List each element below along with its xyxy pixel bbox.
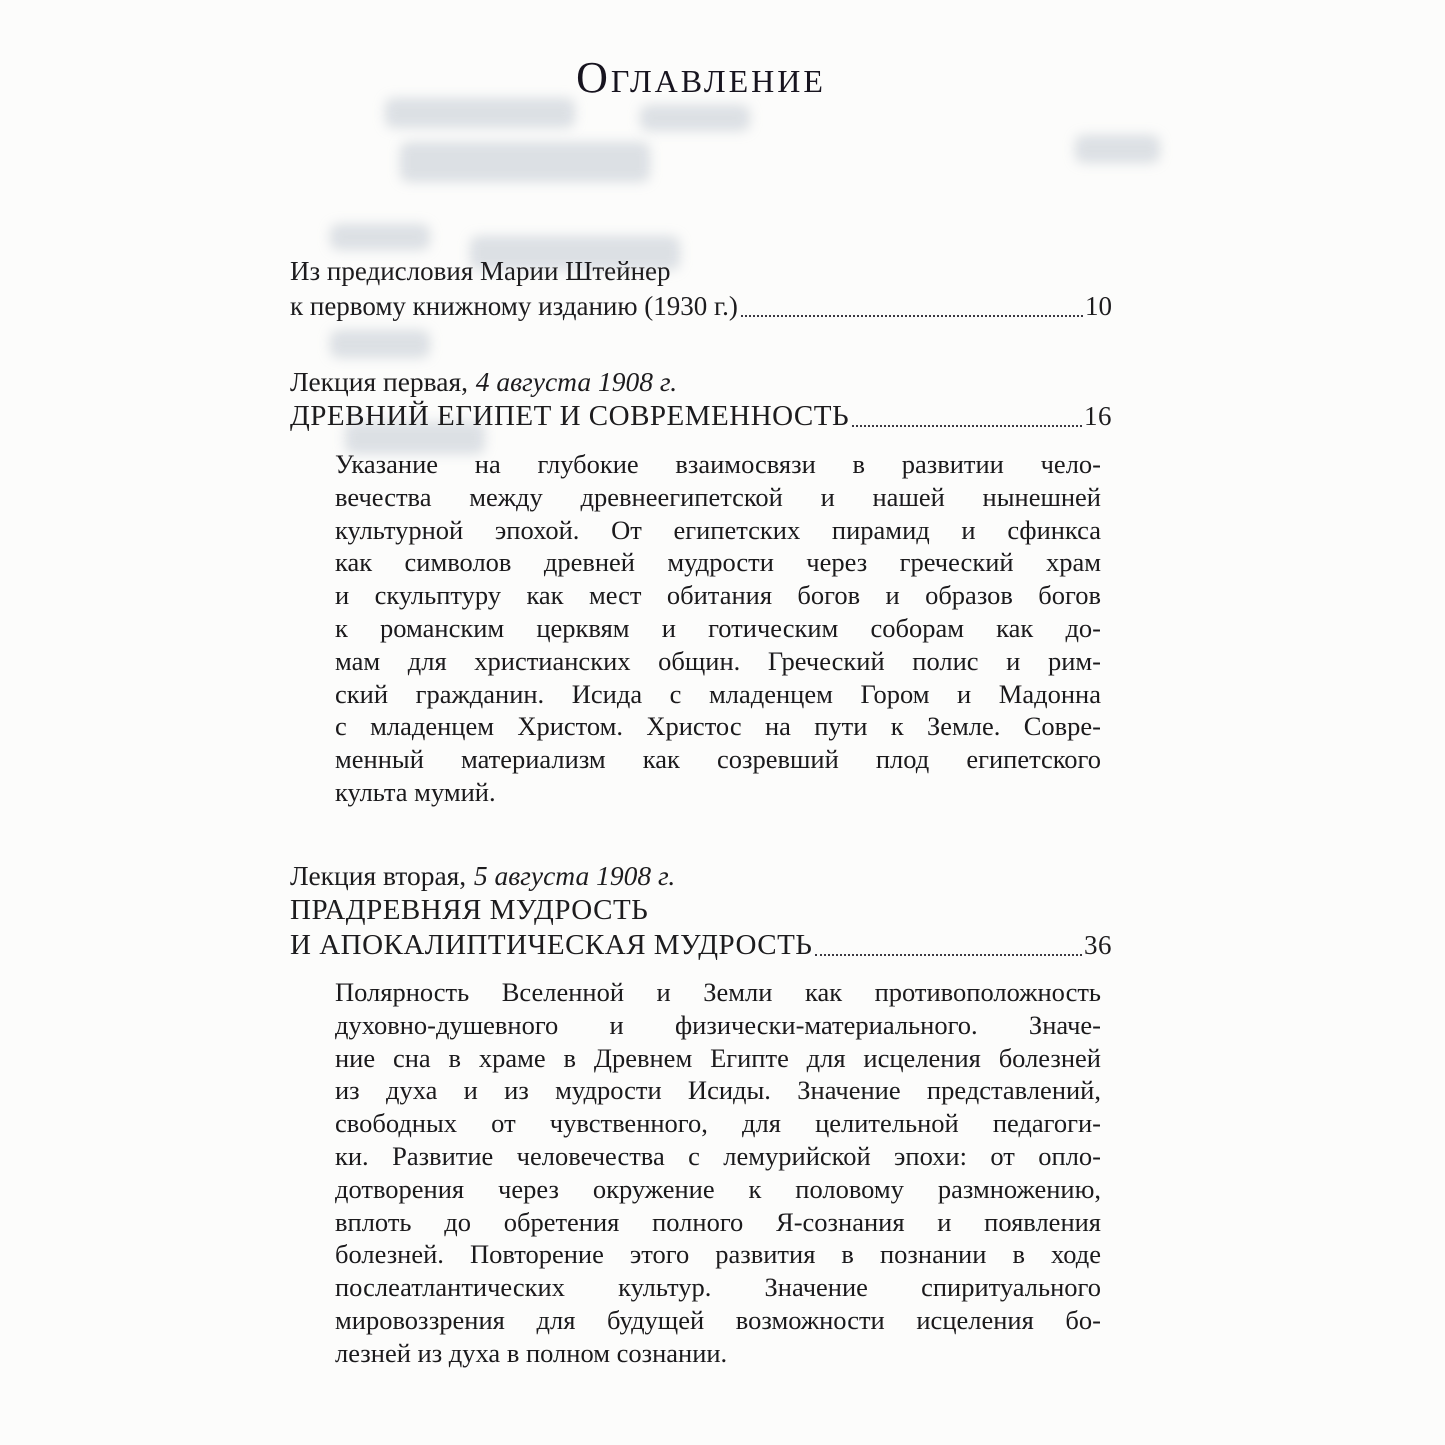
preface-line-1: Из предисловия Марии Штейнер — [290, 256, 671, 286]
lecture-1-label-line — [290, 364, 1112, 399]
summary-line: менный материализм как созревший плод египетского — [335, 744, 1101, 775]
title-initial: О — [576, 53, 611, 102]
title-rest: ГЛАВЛЕНИЕ — [610, 63, 826, 99]
summary-line: культа мумий. — [335, 776, 496, 807]
summary-line: послеатлантических культур. Значение спиритуального — [335, 1272, 1101, 1303]
lecture-1-title: ДРЕВНИЙ ЕГИПЕТ И СОВРЕМЕННОСТЬ — [290, 400, 850, 432]
summary-line: лезней из духа в полном сознании. — [335, 1337, 728, 1368]
summary-line: культурной эпохой. От египетских пирамид и сфинкса — [335, 514, 1101, 545]
toc-entry-lecture-2 — [290, 858, 1112, 963]
lecture-2-label: Лекция вторая, — [290, 860, 467, 891]
lecture-1-date: 4 августа 1908 г. — [475, 366, 678, 397]
summary-line: ки. Развитие человечества с лемурийской эпохи: от опло- — [335, 1140, 1101, 1171]
bleed-through-artifact — [330, 330, 430, 358]
lecture-2-date: 5 августа 1908 г. — [473, 860, 676, 891]
lecture-2-title-line-2 — [290, 928, 1112, 963]
summary-line: как символов древней мудрости через греческий храм — [335, 547, 1101, 578]
lecture-2-label-line — [290, 858, 1112, 893]
summary-line: мировоззрения для будущей возможности исцеления бо- — [335, 1304, 1101, 1335]
page-title — [290, 52, 1112, 103]
summary-line: свободных от чувственного, для целительной педагоги- — [335, 1108, 1101, 1139]
summary-line: духовно-душевного и физически-материального. Значе- — [335, 1009, 1101, 1040]
lecture-2-title: И АПОКАЛИПТИЧЕСКАЯ МУДРОСТЬ — [290, 929, 813, 961]
summary-line: вплоть до обретения полного Я-сознания и появления — [335, 1206, 1101, 1237]
summary-line: к романским церквям и готическим соборам как до- — [335, 612, 1101, 643]
summary-line: Полярность Вселенной и Земли как противоположность — [335, 977, 1101, 1007]
summary-line: из духа и из мудрости Исиды. Значение представлений, — [335, 1075, 1101, 1106]
summary-line: дотворения через окружение к половому размножению, — [335, 1173, 1101, 1204]
lecture-1-label: Лекция первая, — [290, 366, 469, 397]
bleed-through-artifact — [640, 105, 750, 131]
preface-line-2-text: к первому книжному изданию (1930 г.) — [290, 291, 738, 321]
bleed-through-artifact — [330, 224, 430, 250]
summary-line: болезней. Повторение этого развития в познании в ходе — [335, 1239, 1101, 1270]
toc-entry-preface — [290, 254, 1112, 324]
summary-line: ский гражданин. Исида с младенцем Гором и Мадонна — [335, 678, 1101, 709]
lecture-1-summary — [335, 448, 1101, 809]
summary-line: ние сна в храме в Древнем Египте для исцеления болезней — [335, 1042, 1101, 1073]
preface-line-2 — [290, 289, 1112, 324]
page-number: 36 — [1084, 930, 1112, 960]
dot-leader — [852, 425, 1082, 427]
summary-line: с младенцем Христом. Христос на пути к Земле. Совре- — [335, 711, 1101, 742]
bleed-through-artifact — [400, 142, 650, 182]
lecture-1-title-line — [290, 399, 1112, 434]
lecture-2-summary — [335, 976, 1101, 1370]
lecture-2-title-line-1: ПРАДРЕВНЯЯ МУДРОСТЬ — [290, 894, 649, 926]
page-number: 16 — [1084, 401, 1112, 431]
summary-line: Указание на глубокие взаимосвязи в развитии чело- — [335, 449, 1101, 479]
toc-entry-lecture-1 — [290, 364, 1112, 434]
summary-line: вечества между древнеегипетской и нашей нынешней — [335, 481, 1101, 512]
summary-line: и скульптуру как мест обитания богов и образов богов — [335, 580, 1101, 611]
dot-leader — [741, 315, 1083, 317]
dot-leader — [815, 954, 1082, 956]
page-number: 10 — [1085, 291, 1112, 321]
summary-line: мам для христианских общин. Греческий полис и рим- — [335, 645, 1101, 676]
bleed-through-artifact — [1075, 135, 1160, 163]
